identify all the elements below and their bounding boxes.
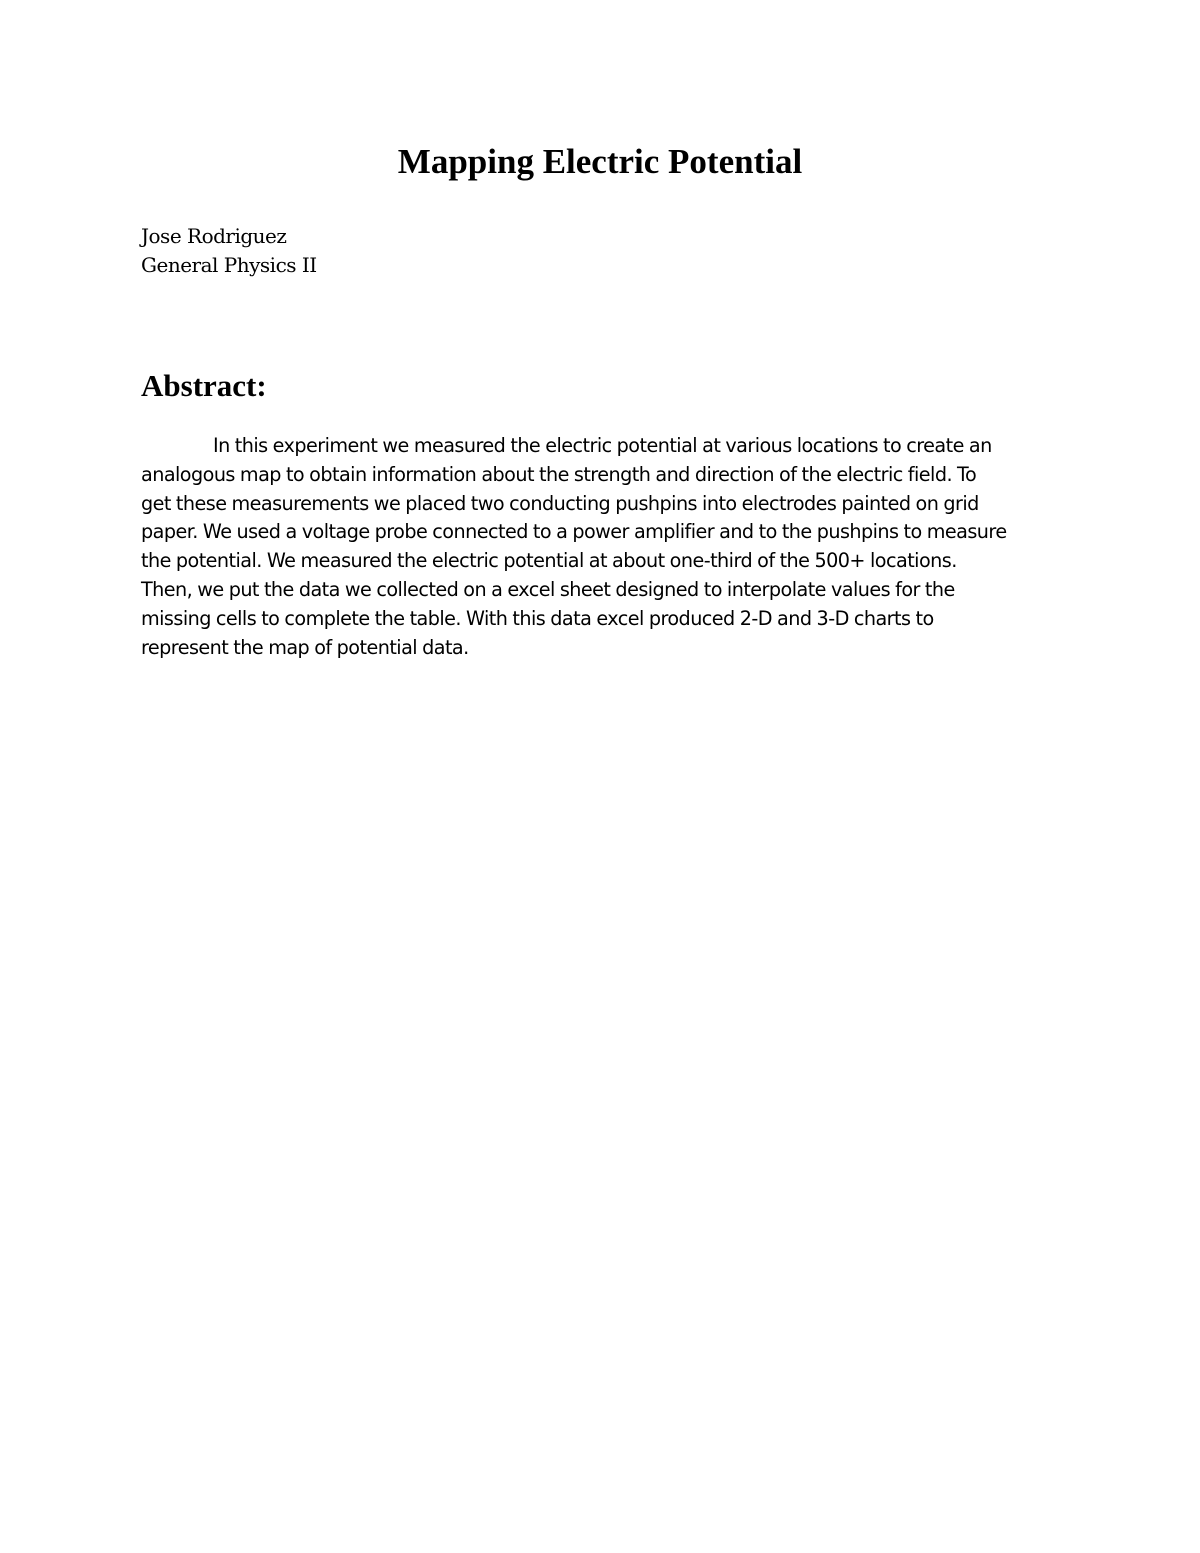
course-name: General Physics II: [141, 253, 317, 277]
abstract-line: represent the map of potential data.: [141, 635, 469, 659]
abstract-line: missing cells to complete the table. With this data excel produced 2-D and 3-D charts to: [141, 606, 934, 630]
abstract-paragraph: [141, 432, 1071, 662]
abstract-line: In this experiment we measured the electric potential at various locations to create an: [213, 434, 992, 457]
abstract-line: the potential. We measured the electric potential at about one-third of the 500+ locations.: [141, 549, 957, 573]
abstract-line: analogous map to obtain information about the strength and direction of the electric field. To: [141, 462, 977, 486]
abstract-line: Then, we put the data we collected on a excel sheet designed to interpolate values for the: [141, 577, 955, 601]
abstract-line: paper. We used a voltage probe connected to a power amplifier and to the pushpins to measure: [141, 520, 1007, 544]
abstract-line: get these measurements we placed two conducting pushpins into electrodes painted on grid: [141, 491, 979, 515]
author-block: [141, 222, 317, 280]
document-title: Mapping Electric Potential: [397, 142, 803, 181]
abstract-heading: Abstract:: [141, 368, 267, 403]
author-name: Jose Rodriguez: [141, 224, 287, 248]
